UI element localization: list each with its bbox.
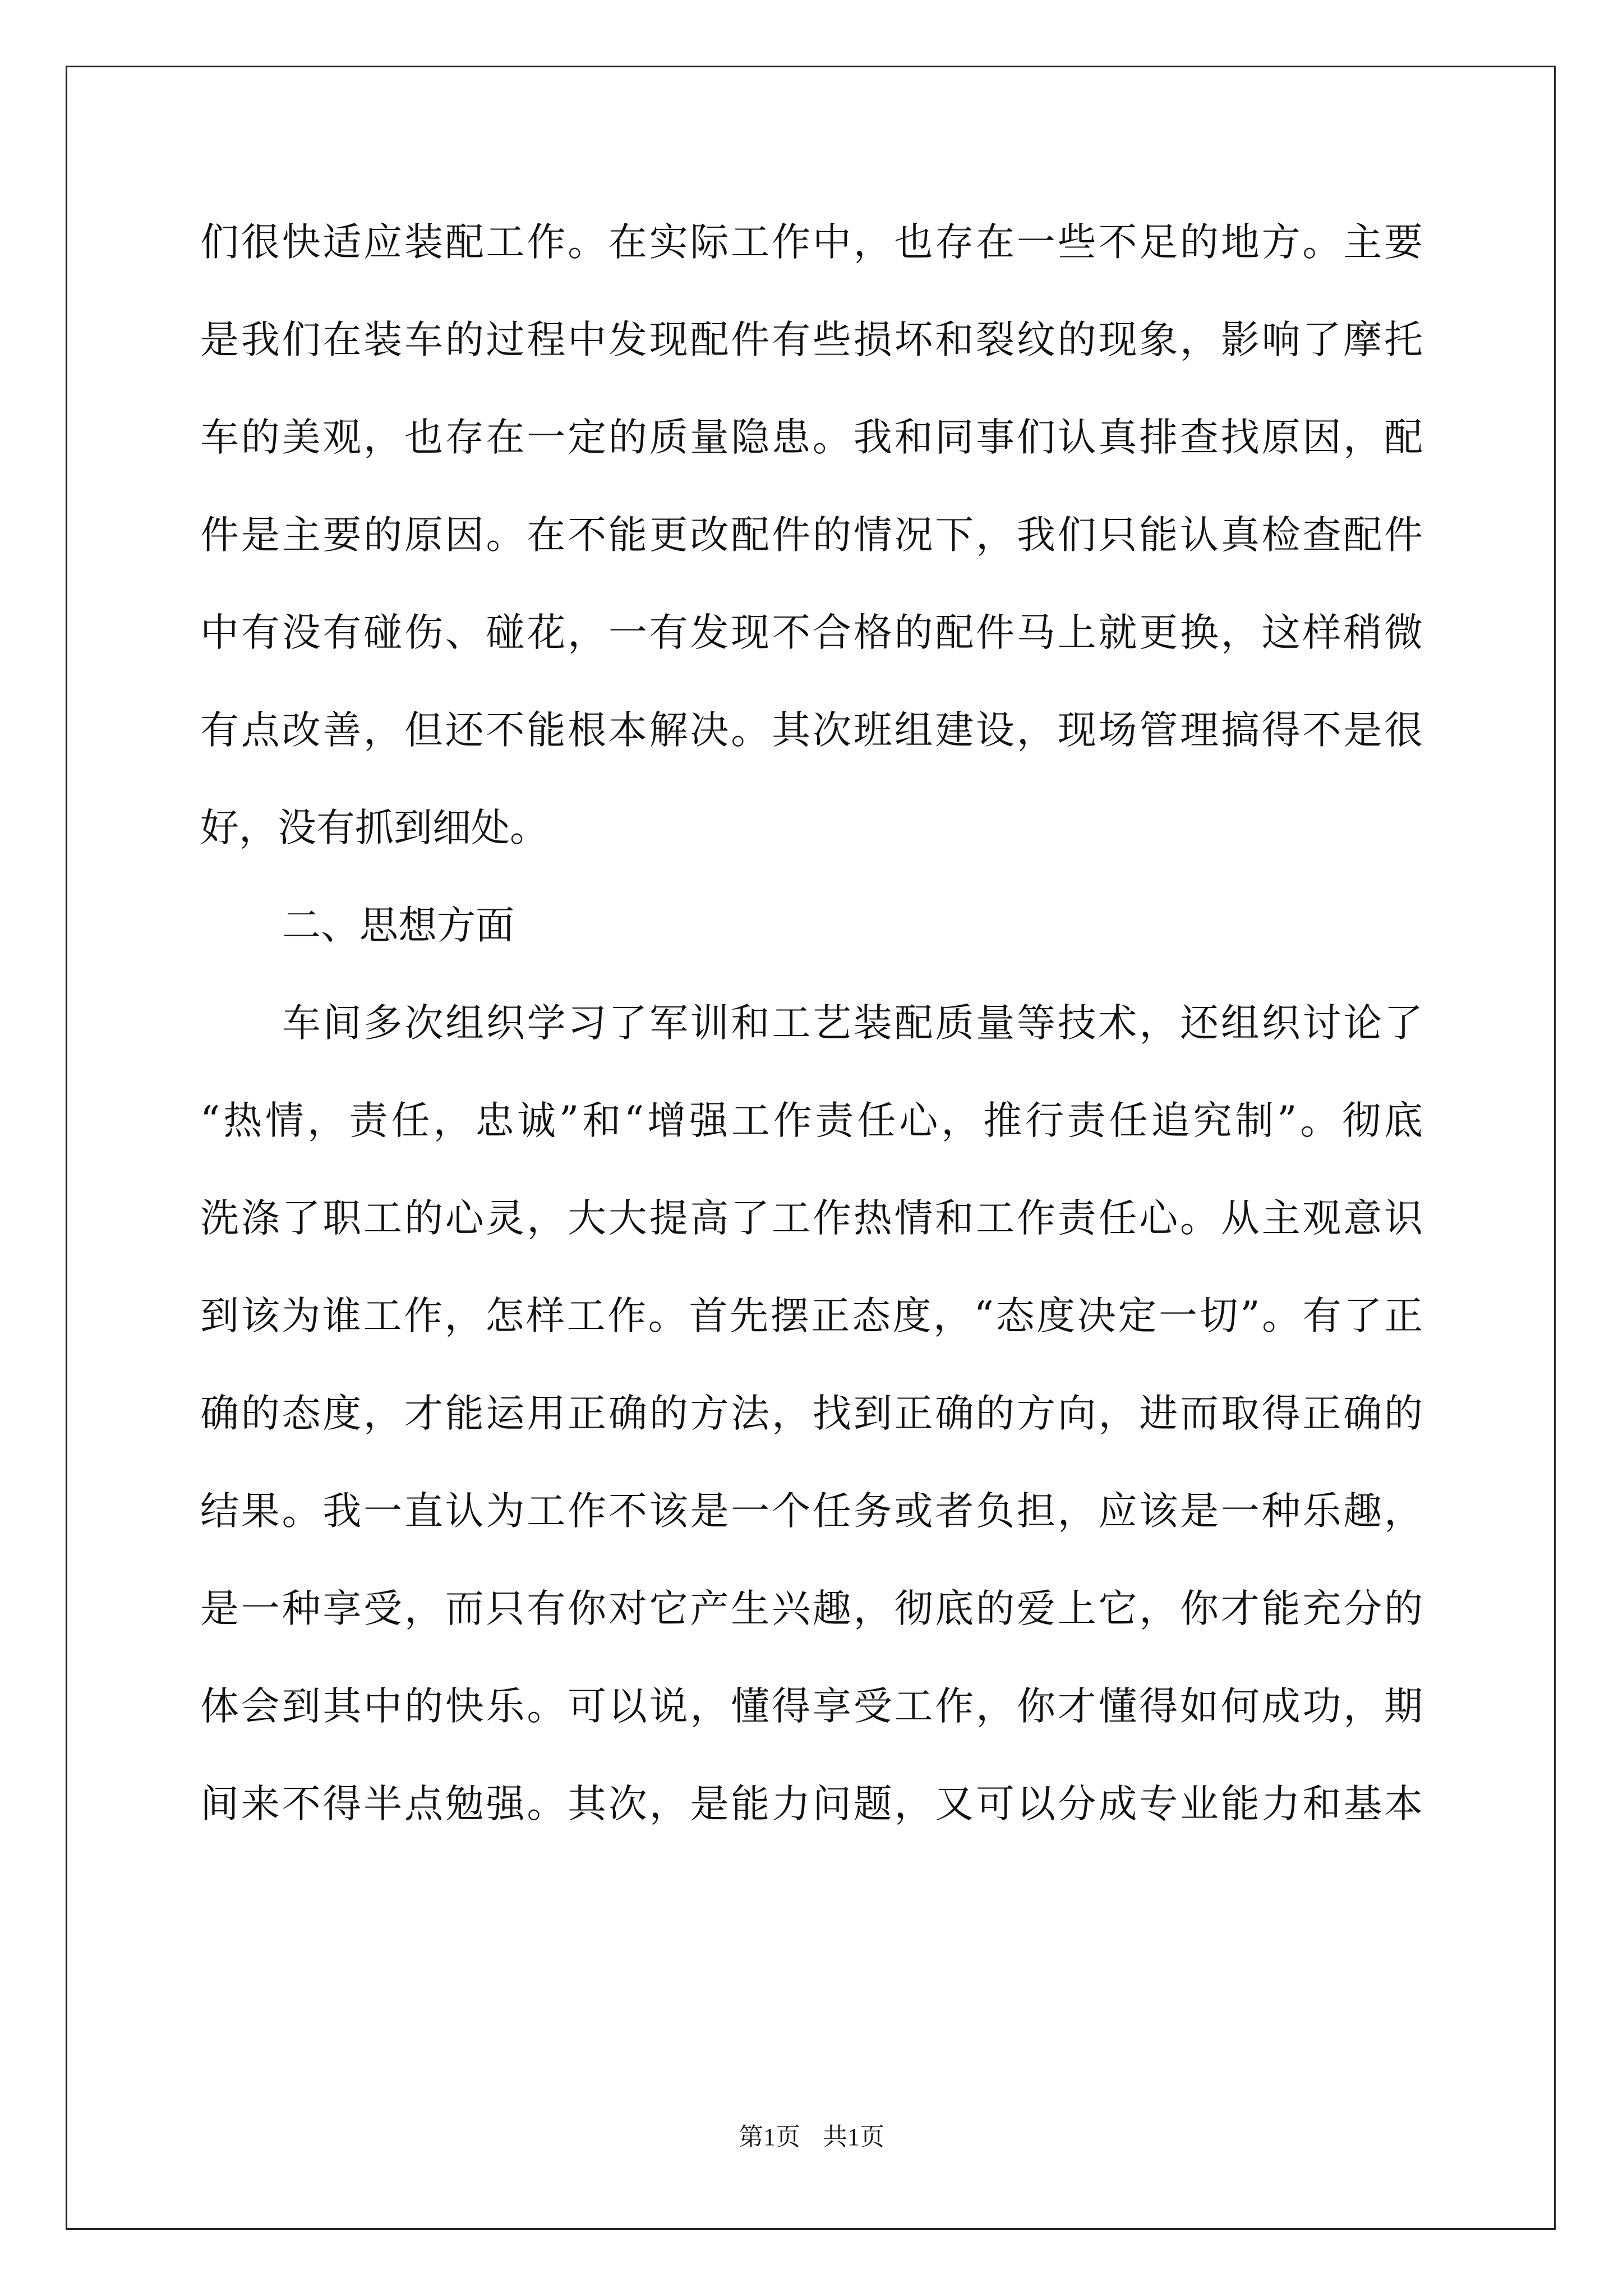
text-line: 结果。我一直认为工作不该是一个任务或者负担，应该是一种乐趣， [200, 1489, 1423, 1534]
text-line: 洗涤了职工的心灵，大大提高了工作热情和工作责任心。从主观意识 [200, 1196, 1423, 1241]
text-line: 体会到其中的快乐。可以说，懂得享受工作，你才懂得如何成功，期 [200, 1684, 1423, 1729]
text-line: 到该为谁工作，怎样工作。首先摆正态度，“态度决定一切”。有了正 [200, 1294, 1423, 1338]
text-line: 有点改善，但还不能根本解决。其次班组建设，现场管理搞得不是很 [200, 708, 1423, 753]
document-body [200, 222, 1423, 1881]
text-line: 好，没有抓到细处。 [200, 806, 548, 850]
page-footer [0, 2123, 1623, 2152]
page-total: 共1页 [823, 2123, 884, 2151]
text-line: 确的态度，才能运用正确的方法，找到正确的方向，进而取得正确的 [200, 1391, 1423, 1436]
text-line: 间来不得半点勉强。其次，是能力问题，又可以分成专业能力和基本 [200, 1782, 1423, 1826]
text-line: 中有没有碰伤、碰花，一有发现不合格的配件马上就更换，这样稍微 [200, 610, 1423, 655]
text-line: 件是主要的原因。在不能更改配件的情况下，我们只能认真检查配件 [200, 513, 1423, 558]
text-line: “热情，责任，忠诚”和“增强工作责任心，推行责任追究制”。彻底 [200, 1098, 1423, 1143]
text-line: 们很快适应装配工作。在实际工作中，也存在一些不足的地方。主要 [200, 220, 1423, 265]
text-line: 车的美观，也存在一定的质量隐患。我和同事们认真排查找原因，配 [200, 415, 1423, 460]
section-heading: 二、思想方面 [282, 903, 514, 948]
text-line: 是一种享受，而只有你对它产生兴趣，彻底的爱上它，你才能充分的 [200, 1586, 1423, 1631]
text-line: 是我们在装车的过程中发现配件有些损坏和裂纹的现象，影响了摩托 [200, 318, 1423, 362]
text-line: 车间多次组织学习了军训和工艺装配质量等技术，还组织讨论了 [282, 1001, 1423, 1046]
page-number: 第1页 [739, 2123, 800, 2151]
